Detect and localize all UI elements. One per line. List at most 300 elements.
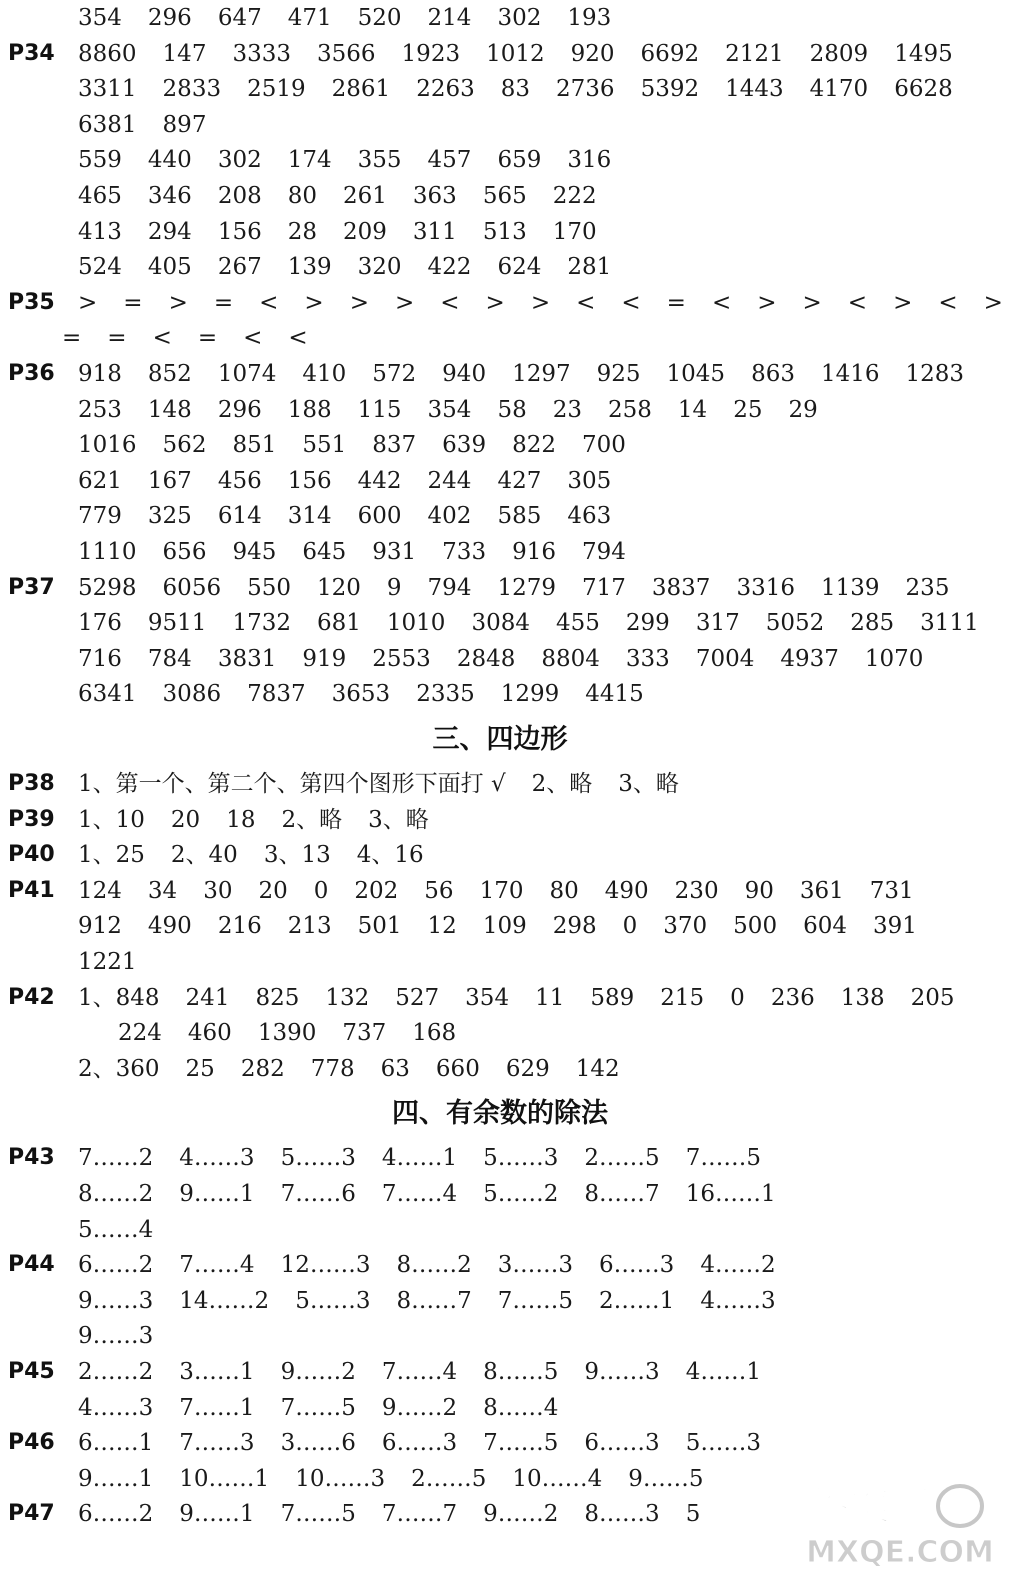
answer-values (78, 107, 232, 143)
answer-value: 253 (78, 396, 122, 423)
answer-value: 5……3 (685, 1430, 761, 1457)
answer-values (78, 944, 163, 980)
answer-value: 354 (78, 5, 122, 31)
answer-value: 3333 (232, 40, 291, 67)
answer-value: 2、略 (531, 771, 593, 797)
answer-value: 63 (380, 1055, 410, 1082)
answer-value: 214 (427, 5, 472, 31)
answer-values (118, 1015, 482, 1051)
answer-value: 7……4 (179, 1252, 255, 1279)
answer-value: 589 (590, 984, 635, 1011)
answer-value: 2861 (331, 76, 391, 103)
answer-value: 7……4 (381, 1181, 458, 1207)
answer-value: > (802, 289, 822, 316)
answer-value: 188 (287, 396, 332, 423)
answer-values (78, 142, 637, 178)
answer-value: 7……6 (280, 1181, 356, 1207)
answer-value: 8……7 (396, 1287, 472, 1314)
answer-value: 585 (497, 503, 542, 530)
answer-value: 463 (567, 503, 612, 530)
answer-value: = (197, 325, 218, 352)
answer-value: 4……3 (179, 1145, 255, 1172)
answer-value: 559 (78, 147, 122, 174)
answer-value: 945 (232, 539, 277, 565)
answer-value: 4……2 (700, 1252, 776, 1279)
answer-value: 1、25 (78, 842, 145, 869)
answer-value: 305 (567, 467, 612, 494)
answer-values (78, 605, 1005, 641)
answer-value: 614 (217, 503, 262, 530)
answer-value: 3……6 (280, 1430, 356, 1457)
answer-value: 230 (674, 877, 719, 904)
answer-value: 2833 (162, 76, 222, 103)
answer-value: 639 (442, 432, 487, 459)
answer-value: 3、略 (618, 771, 679, 797)
answer-value: 6381 (78, 111, 137, 138)
answer-value: 115 (357, 396, 402, 423)
answer-value: > (78, 289, 98, 316)
answer-value: 205 (910, 984, 955, 1011)
answer-values (78, 1390, 584, 1426)
answer-value: 460 (187, 1020, 232, 1047)
answer-value: 551 (302, 432, 347, 459)
answer-value: 83 (500, 76, 531, 103)
answer-value: 660 (435, 1055, 480, 1082)
answer-value: 405 (147, 254, 192, 281)
answer-values (78, 766, 705, 802)
answer-value: 391 (872, 913, 917, 940)
answer-value: 9……3 (584, 1359, 660, 1385)
answer-value: < (621, 289, 641, 316)
answer-value: < (243, 325, 263, 352)
answer-value: 8804 (541, 645, 600, 672)
answer-value: 7……4 (381, 1359, 458, 1385)
answer-value: 716 (78, 645, 122, 672)
answer-value: 316 (567, 147, 612, 174)
answer-value: 193 (567, 5, 612, 31)
answer-value: 2……2 (78, 1359, 154, 1385)
answer-value: 261 (343, 183, 387, 209)
answer-value: 325 (147, 503, 192, 530)
watermark-bottom-text: MXQE.COM (806, 1535, 994, 1570)
answer-value: 9 (386, 574, 402, 601)
answer-value: > (168, 289, 188, 316)
answer-value: 7……5 (280, 1501, 356, 1528)
answer-value: 209 (343, 218, 387, 245)
answer-value: 3、略 (368, 806, 429, 833)
answer-value: < (152, 325, 172, 352)
answer-value: 3316 (736, 574, 795, 601)
answer-value: 647 (217, 5, 262, 31)
answer-value: 7……3 (179, 1430, 255, 1457)
answer-value: 156 (287, 467, 332, 494)
answer-value: 3566 (317, 40, 376, 67)
answer-value: 244 (427, 467, 472, 494)
answer-values (78, 178, 623, 214)
answer-value: 572 (372, 361, 417, 387)
answer-value: 837 (372, 432, 417, 459)
answer-value: 794 (581, 539, 626, 565)
answer-value: 202 (354, 877, 399, 904)
answer-value: 779 (78, 503, 122, 530)
answer-value: 2……1 (599, 1287, 675, 1314)
answer-value: 3……1 (179, 1359, 255, 1385)
answer-value: 1221 (78, 949, 137, 975)
answer-value: 1、848 (78, 984, 160, 1011)
answer-value: 213 (287, 913, 332, 940)
answer-value: 3311 (78, 76, 137, 103)
answer-value: 2……5 (584, 1145, 660, 1172)
answer-value: 9……5 (628, 1465, 704, 1492)
answer-value: 5……4 (78, 1216, 154, 1243)
answer-value: 513 (482, 218, 527, 245)
answer-values (78, 676, 670, 712)
answer-value: 1010 (386, 610, 446, 637)
answer-value: 2、40 (170, 842, 238, 869)
answer-value: 6……3 (599, 1252, 675, 1279)
answer-values (78, 802, 455, 838)
answer-value: 6……3 (381, 1430, 458, 1457)
answer-value: 224 (118, 1020, 162, 1047)
answer-value: 0 (622, 913, 638, 940)
answer-value: 355 (357, 147, 402, 174)
answer-value: 4937 (780, 645, 839, 672)
answer-value: 176 (78, 610, 122, 637)
answer-value: 9……1 (78, 1465, 154, 1492)
answer-value: 440 (147, 147, 192, 174)
page-label: P44 (8, 1252, 55, 1278)
answer-value: 916 (512, 539, 556, 565)
answer-value: 4170 (809, 76, 869, 103)
answer-value: 2、360 (78, 1055, 160, 1082)
answer-values (78, 873, 940, 909)
answer-value: 863 (751, 361, 795, 387)
answer-value: = (62, 325, 82, 352)
answer-value: 1、10 (78, 806, 145, 833)
answer-values (62, 320, 334, 356)
page-label: P39 (8, 806, 55, 832)
answer-value: 142 (575, 1055, 620, 1082)
answer-value: 6628 (894, 76, 953, 103)
answer-value: 9……3 (78, 1323, 154, 1350)
answer-value: < (259, 289, 279, 316)
answer-value: 624 (497, 254, 542, 281)
answer-value: 457 (427, 147, 472, 174)
answer-value: 442 (357, 467, 402, 494)
answer-value: 2……5 (411, 1465, 487, 1492)
answer-value: 8……3 (584, 1501, 660, 1528)
answer-value: 825 (255, 984, 300, 1011)
answer-value: 1279 (497, 574, 556, 601)
answer-value: 167 (147, 467, 192, 494)
answer-value: 10……1 (179, 1465, 270, 1492)
answer-value: 656 (162, 539, 207, 565)
answer-value: 1070 (864, 645, 924, 672)
answer-value: 109 (482, 913, 527, 940)
answer-values (78, 641, 949, 677)
answer-value: 10……3 (295, 1465, 386, 1492)
answer-value: 5298 (78, 574, 137, 601)
answer-value: 236 (770, 984, 815, 1011)
answer-value: 12 (427, 913, 457, 940)
answer-value: 621 (78, 467, 122, 494)
answer-value: 258 (608, 396, 652, 423)
answer-value: 354 (465, 984, 510, 1011)
answer-value: > (530, 289, 551, 316)
page-label: P36 (8, 361, 55, 386)
answer-value: 7837 (247, 681, 306, 708)
answer-value: 281 (567, 254, 612, 281)
answer-value: 80 (287, 183, 317, 209)
answer-value: 794 (427, 574, 472, 601)
answer-values (78, 427, 652, 463)
answer-value: 897 (162, 111, 207, 138)
answer-value: 645 (302, 539, 347, 565)
answer-value: 120 (317, 574, 361, 601)
answer-value: 501 (357, 913, 402, 940)
answer-value: < (938, 289, 958, 316)
answer-value: = (107, 325, 127, 352)
answer-value: 490 (147, 913, 192, 940)
answer-value: 2736 (556, 76, 615, 103)
answer-value: 1045 (666, 361, 726, 387)
answer-values (78, 1283, 802, 1319)
answer-value: 3、13 (263, 842, 331, 869)
answer-value: 1416 (820, 361, 880, 387)
answer-value: 471 (287, 5, 332, 31)
answer-value: 8……7 (584, 1181, 660, 1207)
answer-values (78, 1461, 730, 1497)
answer-value: 28 (287, 218, 317, 245)
page-label: P37 (8, 574, 55, 600)
answer-value: 311 (412, 218, 457, 245)
answer-values (78, 392, 844, 428)
answer-value: 565 (482, 183, 527, 209)
answer-value: 58 (497, 396, 527, 423)
answer-value: 5052 (765, 610, 825, 637)
answer-value: 6056 (162, 574, 222, 601)
answer-value: 370 (663, 913, 708, 940)
answer-values (78, 1212, 179, 1248)
page-label: P42 (8, 984, 55, 1010)
answer-value: 7……1 (179, 1394, 255, 1421)
answer-value: 296 (147, 5, 192, 31)
answer-value: 147 (162, 40, 207, 67)
answer-value: 170 (552, 218, 597, 245)
answer-value: 80 (549, 877, 579, 904)
answer-value: 6……2 (78, 1501, 154, 1528)
answer-value: 216 (217, 913, 262, 940)
answer-value: 4……1 (381, 1145, 458, 1172)
answer-value: 124 (78, 877, 122, 904)
answer-value: < (847, 289, 868, 316)
page-label: P40 (8, 842, 55, 868)
answer-value: 296 (217, 396, 262, 423)
answer-value: 20 (170, 806, 201, 833)
answer-value: 604 (803, 913, 847, 940)
answer-value: 550 (247, 574, 291, 601)
answer-value: 733 (442, 539, 487, 565)
answer-value: 10……4 (512, 1465, 603, 1492)
answer-value: 7……5 (280, 1394, 356, 1421)
answer-value: > (349, 289, 369, 316)
answer-value: 2263 (416, 76, 475, 103)
answer-value: 3086 (162, 681, 222, 708)
answer-value: 2、略 (281, 806, 343, 833)
answer-value: 168 (412, 1020, 457, 1047)
page-label: P47 (8, 1501, 55, 1527)
answer-value: 241 (185, 984, 230, 1011)
answer-value: 2121 (725, 40, 784, 67)
answer-value: 2809 (809, 40, 869, 67)
answer-value: 12……3 (280, 1252, 371, 1279)
answer-value: > (893, 289, 913, 316)
answer-values (78, 534, 652, 570)
answer-value: 11 (535, 984, 565, 1011)
answer-value: 5 (685, 1501, 701, 1528)
answer-value: 1390 (257, 1020, 317, 1047)
answer-value: 925 (596, 361, 641, 387)
answer-values (78, 837, 450, 873)
answer-value: 8860 (78, 40, 137, 67)
answer-value: 731 (869, 877, 914, 904)
answer-value: 1495 (894, 40, 953, 67)
watermark-top-text: 答案圈 (810, 1484, 930, 1530)
answer-value: 354 (427, 396, 472, 423)
answer-value: 16……1 (685, 1181, 776, 1207)
answer-value: 6……1 (78, 1430, 154, 1457)
answer-value: 681 (317, 610, 361, 637)
answer-value: 317 (695, 610, 740, 637)
answer-value: > (983, 289, 1003, 316)
answer-values (78, 1247, 802, 1283)
answer-value: 520 (357, 5, 402, 31)
answer-value: 6341 (78, 681, 137, 708)
answer-values (78, 1496, 726, 1532)
answer-values (78, 214, 623, 250)
answer-value: 527 (395, 984, 440, 1011)
answer-value: 208 (217, 183, 262, 209)
answer-value: 1283 (905, 361, 965, 387)
watermark-logo (800, 1462, 995, 1570)
answer-values (78, 71, 979, 107)
answer-value: 29 (788, 396, 818, 423)
answer-values (78, 498, 637, 534)
answer-value: 465 (78, 183, 122, 209)
answer-value: 931 (372, 539, 417, 565)
answer-value: 919 (302, 645, 347, 672)
answer-value: 3837 (651, 574, 711, 601)
answer-value: 14……2 (179, 1287, 270, 1314)
answer-value: 700 (581, 432, 626, 459)
answer-value: 8……2 (396, 1252, 472, 1279)
answer-value: 56 (424, 877, 454, 904)
answer-value: 333 (625, 645, 670, 672)
answer-value: 455 (556, 610, 600, 637)
answer-value: 267 (217, 254, 262, 281)
answer-value: 1012 (486, 40, 545, 67)
answer-value: 14 (677, 396, 708, 423)
answer-value: 4……3 (700, 1287, 776, 1314)
answer-values (78, 1176, 802, 1212)
answer-value: 9……2 (381, 1394, 458, 1421)
answer-value: 320 (357, 254, 402, 281)
answer-value: 363 (412, 183, 457, 209)
answer-value: 6……2 (78, 1252, 154, 1279)
answer-values (78, 249, 637, 285)
answer-value: 7……7 (381, 1501, 458, 1528)
page-label: P41 (8, 877, 55, 903)
answer-value: 918 (78, 361, 122, 387)
answer-value: 302 (497, 5, 542, 31)
answer-value: = (666, 289, 686, 316)
answer-value: 9……3 (78, 1287, 154, 1314)
answer-value: 299 (625, 610, 670, 637)
answer-value: 456 (217, 467, 262, 494)
answer-value: 0 (313, 877, 329, 904)
answer-value: > (394, 289, 415, 316)
answer-value: 4……1 (685, 1359, 761, 1385)
answer-value: = (123, 289, 143, 316)
answer-value: 302 (217, 147, 262, 174)
answer-value: > (757, 289, 777, 316)
answer-values (78, 980, 981, 1016)
answer-value: 912 (78, 913, 122, 940)
section-heading: 四、有余数的除法 (392, 1098, 608, 1130)
answer-value: 427 (497, 467, 542, 494)
answer-values (78, 1354, 787, 1390)
answer-value: 8……4 (483, 1394, 559, 1421)
answer-value: 6692 (640, 40, 700, 67)
answer-value: 600 (357, 503, 402, 530)
answer-value: 1732 (232, 610, 291, 637)
answer-value: 562 (162, 432, 207, 459)
answer-value: 9……1 (179, 1501, 255, 1528)
answer-value: 6……3 (584, 1430, 660, 1457)
answer-value: 1、第一个、第二个、第四个图形下面打 √ (78, 771, 506, 797)
answer-values (78, 1051, 646, 1087)
answer-value: 3111 (920, 610, 979, 637)
answer-value: 2335 (416, 681, 475, 708)
answer-value: 1110 (78, 539, 137, 565)
answer-value: 3831 (217, 645, 277, 672)
answer-value: 8……2 (78, 1181, 154, 1207)
answer-value: = (213, 289, 234, 316)
answer-value: 9511 (147, 610, 207, 637)
answer-value: > (304, 289, 324, 316)
answer-value: 778 (310, 1055, 355, 1082)
answer-value: 314 (287, 503, 332, 530)
answer-values (78, 0, 637, 36)
page-label: P34 (8, 40, 55, 66)
answer-value: 132 (325, 984, 370, 1011)
answer-values (78, 463, 637, 499)
answer-value: 222 (552, 183, 597, 209)
section-heading: 三、四边形 (432, 724, 568, 755)
answer-values (78, 1425, 787, 1461)
answer-value: 298 (552, 913, 597, 940)
answer-value: 737 (342, 1020, 387, 1047)
page-label: P35 (8, 289, 55, 315)
answer-value: 5……2 (483, 1181, 559, 1207)
answer-value: 410 (302, 361, 347, 387)
answer-value: 1923 (401, 40, 461, 67)
answer-value: 25 (185, 1055, 215, 1082)
answer-value: 940 (442, 361, 487, 387)
answer-value: 23 (552, 396, 582, 423)
answer-value: 1139 (821, 574, 880, 601)
answer-value: 5……3 (483, 1145, 559, 1172)
